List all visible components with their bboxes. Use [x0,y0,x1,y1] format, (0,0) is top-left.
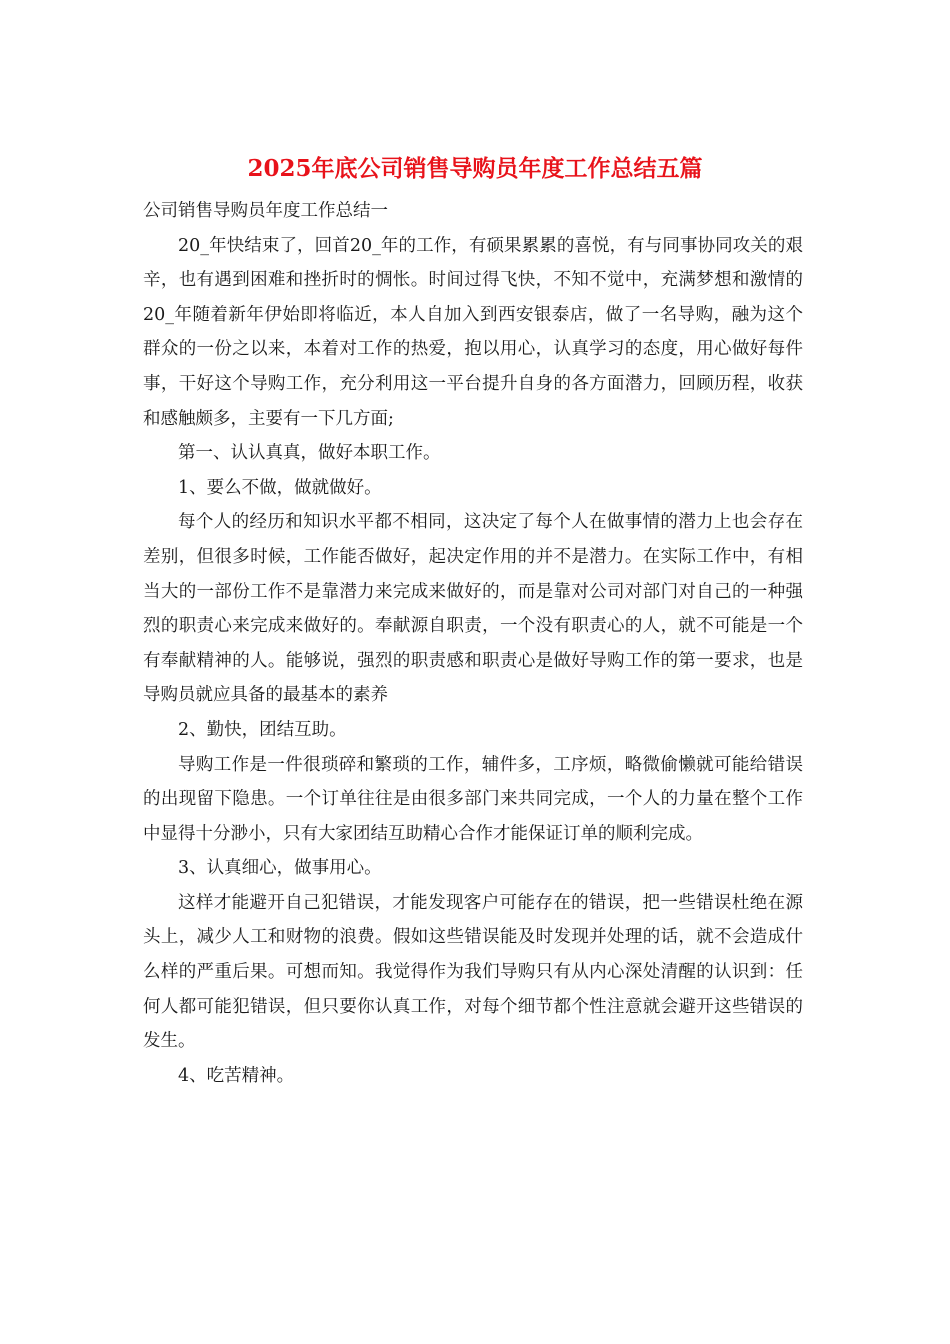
paragraph-intro: 20_年快结束了，回首20_年的工作，有硕果累累的喜悦，有与同事协同攻关的艰辛，也有遇到困难和挫折时的惆怅。时间过得飞快，不知不觉中，充满梦想和激情的20_年随着新年伊始即将临近，本人自加入到西安银泰店，做了一名导购，融为这个群众的一份之以来，本着对工作的热爱，抱以用心，认真学习的态度，用心做好每件事，干好这个导购工作，充分利用这一平台提升自身的各方面潜力，回顾历程，收获和感触颇多，主要有一下几方面; [143,235,803,429]
paragraph-item-1: 每个人的经历和知识水平都不相同，这决定了每个人在做事情的潜力上也会存在差别，但很多时候，工作能否做好，起决定作用的并不是潜力。在实际工作中，有相当大的一部份工作不是靠潜力来完成来做好的，而是靠对公司对部门对自己的一种强烈的职责心来完成来做好的。奉献源自职责，一个没有职责心的人，就不可能是一个有奉献精神的人。能够说，强烈的职责感和职责心是做好导购工作的第一要求，也是导购员就应具备的最基本的素养 [143,512,803,706]
item-heading-1: 1、要么不做，做就做好。 [178,477,382,498]
item-heading-2: 2、勤快，团结互助。 [178,719,347,740]
paragraph-item-2: 导购工作是一件很琐碎和繁琐的工作，辅件多，工序烦，略微偷懒就可能给错误的出现留下隐患。一个订单往往是由很多部门来共同完成，一个人的力量在整个工作中显得十分渺小，只有大家团结互助精心合作才能保证订单的顺利完成。 [143,754,803,844]
item-heading-4: 4、吃苦精神。 [178,1065,295,1086]
item-heading-3: 3、认真细心，做事用心。 [178,858,382,879]
document-body [143,194,803,1093]
document-title: 2025年底公司销售导购员年度工作总结五篇 [247,155,703,182]
subheading-first: 第一、认认真真，做好本职工作。 [178,443,441,464]
section-heading: 公司销售导购员年度工作总结一 [143,201,388,221]
paragraph-item-3: 这样才能避开自己犯错误，才能发现客户可能存在的错误，把一些错误杜绝在源头上，减少人工和财物的浪费。假如这些错误能及时发现并处理的话，就不会造成什么样的严重后果。可想而知。我觉得作为我们导购只有从内心深处清醒的认识到：任何人都可能犯错误，但只要你认真工作，对每个细节都个性注意就会避开这些错误的发生。 [143,892,803,1052]
